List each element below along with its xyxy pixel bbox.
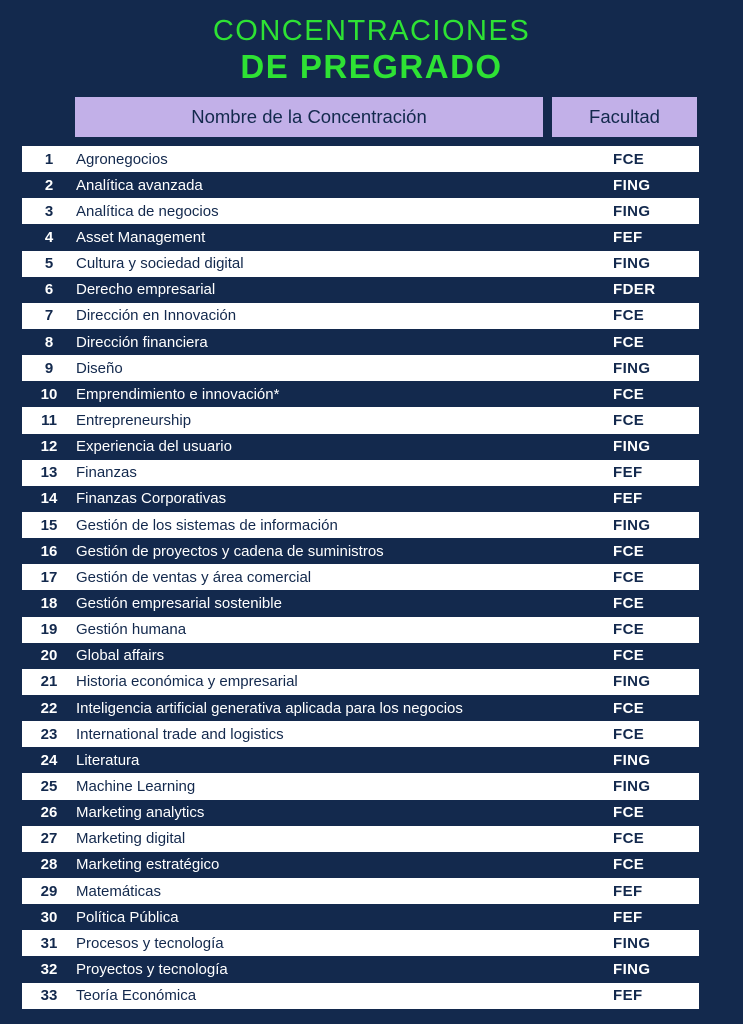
row-faculty: FEF bbox=[613, 908, 643, 926]
row-number: 27 bbox=[40, 830, 58, 848]
table-row bbox=[22, 930, 699, 956]
row-name: Analítica de negocios bbox=[76, 202, 219, 220]
row-number: 20 bbox=[40, 647, 58, 665]
page-title bbox=[0, 15, 743, 86]
table-row bbox=[22, 826, 699, 852]
row-faculty: FING bbox=[613, 673, 651, 691]
row-faculty: FEF bbox=[613, 882, 643, 900]
row-name: Derecho empresarial bbox=[76, 281, 216, 299]
row-faculty: FCE bbox=[613, 804, 645, 822]
row-faculty: FCE bbox=[613, 307, 645, 325]
row-number: 11 bbox=[41, 411, 57, 429]
row-name: Teoría Económica bbox=[76, 987, 197, 1005]
table-row bbox=[22, 381, 699, 407]
row-name: Marketing digital bbox=[76, 830, 186, 848]
row-faculty: FING bbox=[613, 960, 651, 978]
row-name: Procesos y tecnología bbox=[76, 934, 224, 952]
table-row bbox=[22, 146, 699, 172]
row-number: 17 bbox=[40, 568, 58, 586]
row-faculty: FCE bbox=[613, 830, 645, 848]
row-faculty: FCE bbox=[613, 699, 645, 717]
row-faculty: FDER bbox=[613, 281, 656, 299]
row-faculty: FING bbox=[613, 516, 651, 534]
row-number: 13 bbox=[40, 464, 58, 482]
row-number: 8 bbox=[44, 333, 54, 351]
row-number: 6 bbox=[44, 281, 54, 299]
row-name: Literatura bbox=[76, 751, 140, 769]
row-name: Política Pública bbox=[76, 908, 179, 926]
row-number: 14 bbox=[40, 490, 58, 508]
row-faculty: FING bbox=[613, 777, 651, 795]
row-number: 18 bbox=[40, 594, 58, 612]
row-number: 16 bbox=[40, 542, 58, 560]
row-faculty: FCE bbox=[613, 411, 645, 429]
row-name: Marketing analytics bbox=[76, 804, 205, 822]
row-name: Dirección en Innovación bbox=[76, 307, 237, 325]
row-name: Machine Learning bbox=[76, 777, 196, 795]
table-body bbox=[22, 146, 699, 1009]
row-name: International trade and logistics bbox=[76, 725, 284, 743]
table-row bbox=[22, 773, 699, 799]
row-number: 25 bbox=[40, 777, 58, 795]
row-number: 21 bbox=[40, 673, 58, 691]
table-row bbox=[22, 198, 699, 224]
column-header-concentration-name: Nombre de la Concentración bbox=[75, 97, 543, 137]
row-name: Global affairs bbox=[76, 647, 165, 665]
row-faculty: FING bbox=[613, 176, 651, 194]
row-name: Inteligencia artificial generativa aplicada para los negocios bbox=[76, 699, 463, 717]
table-row bbox=[22, 800, 699, 826]
row-faculty: FCE bbox=[613, 150, 645, 168]
row-faculty: FCE bbox=[613, 568, 645, 586]
row-number: 9 bbox=[44, 359, 54, 377]
table-row bbox=[22, 721, 699, 747]
row-name: Gestión de proyectos y cadena de suministros bbox=[76, 542, 384, 560]
column-header-faculty: Facultad bbox=[552, 97, 697, 137]
table-row bbox=[22, 303, 699, 329]
table-row bbox=[22, 956, 699, 982]
table-row bbox=[22, 251, 699, 277]
row-number: 28 bbox=[40, 856, 58, 874]
title-line-1: CONCENTRACIONES bbox=[212, 15, 531, 47]
row-name: Emprendimiento e innovación* bbox=[76, 385, 280, 403]
table-row bbox=[22, 643, 699, 669]
row-name: Diseño bbox=[76, 359, 123, 377]
row-name: Agronegocios bbox=[76, 150, 168, 168]
row-name: Entrepreneurship bbox=[76, 411, 192, 429]
row-faculty: FING bbox=[613, 255, 651, 273]
row-faculty: FCE bbox=[613, 647, 645, 665]
row-number: 30 bbox=[40, 908, 58, 926]
row-number: 24 bbox=[40, 751, 58, 769]
table-row bbox=[22, 277, 699, 303]
row-number: 12 bbox=[40, 438, 58, 456]
row-name: Gestión empresarial sostenible bbox=[76, 594, 282, 612]
row-faculty: FEF bbox=[613, 987, 643, 1005]
row-number: 1 bbox=[44, 150, 54, 168]
row-name: Gestión de los sistemas de información bbox=[76, 516, 338, 534]
table-row bbox=[22, 172, 699, 198]
row-number: 26 bbox=[40, 804, 58, 822]
row-faculty: FEF bbox=[613, 464, 643, 482]
row-number: 22 bbox=[40, 699, 58, 717]
row-faculty: FCE bbox=[613, 333, 645, 351]
row-faculty: FCE bbox=[613, 725, 645, 743]
table-row bbox=[22, 486, 699, 512]
table-row bbox=[22, 904, 699, 930]
table-row bbox=[22, 747, 699, 773]
row-name: Proyectos y tecnología bbox=[76, 960, 228, 978]
row-name: Historia económica y empresarial bbox=[76, 673, 298, 691]
table-row bbox=[22, 512, 699, 538]
row-faculty: FCE bbox=[613, 542, 645, 560]
row-number: 7 bbox=[44, 307, 54, 325]
row-faculty: FEF bbox=[613, 490, 643, 508]
row-number: 32 bbox=[40, 960, 58, 978]
table-header bbox=[75, 97, 697, 137]
row-number: 23 bbox=[40, 725, 58, 743]
row-number: 15 bbox=[40, 516, 58, 534]
title-line-2: DE PREGRADO bbox=[240, 48, 503, 86]
table-row bbox=[22, 617, 699, 643]
row-faculty: FCE bbox=[613, 856, 645, 874]
table-row bbox=[22, 329, 699, 355]
table-row bbox=[22, 878, 699, 904]
row-number: 33 bbox=[40, 987, 58, 1005]
row-name: Experiencia del usuario bbox=[76, 438, 232, 456]
table-row bbox=[22, 983, 699, 1009]
row-number: 5 bbox=[44, 255, 54, 273]
table-row bbox=[22, 852, 699, 878]
row-number: 10 bbox=[40, 385, 58, 403]
row-faculty: FING bbox=[613, 438, 651, 456]
row-number: 31 bbox=[40, 934, 58, 952]
row-number: 4 bbox=[44, 228, 54, 246]
table-row bbox=[22, 460, 699, 486]
row-name: Finanzas bbox=[76, 464, 137, 482]
table-row bbox=[22, 538, 699, 564]
row-number: 19 bbox=[40, 621, 58, 639]
table-row bbox=[22, 407, 699, 433]
table-row bbox=[22, 224, 699, 250]
row-faculty: FING bbox=[613, 202, 651, 220]
row-faculty: FING bbox=[613, 934, 651, 952]
row-name: Gestión de ventas y área comercial bbox=[76, 568, 312, 586]
row-number: 2 bbox=[44, 176, 54, 194]
row-number: 3 bbox=[44, 202, 54, 220]
row-faculty: FING bbox=[613, 359, 651, 377]
row-faculty: FCE bbox=[613, 594, 645, 612]
row-name: Dirección financiera bbox=[76, 333, 208, 351]
row-name: Marketing estratégico bbox=[76, 856, 220, 874]
row-name: Finanzas Corporativas bbox=[76, 490, 227, 508]
table-row bbox=[22, 695, 699, 721]
table-row bbox=[22, 564, 699, 590]
table-row bbox=[22, 590, 699, 616]
row-name: Asset Management bbox=[76, 228, 206, 246]
row-name: Analítica avanzada bbox=[76, 176, 203, 194]
row-faculty: FCE bbox=[613, 385, 645, 403]
table-row bbox=[22, 355, 699, 381]
row-name: Gestión humana bbox=[76, 621, 187, 639]
row-faculty: FCE bbox=[613, 621, 645, 639]
row-name: Cultura y sociedad digital bbox=[76, 255, 244, 273]
table-row bbox=[22, 434, 699, 460]
table-row bbox=[22, 669, 699, 695]
row-faculty: FEF bbox=[613, 228, 643, 246]
row-name: Matemáticas bbox=[76, 882, 162, 900]
row-number: 29 bbox=[40, 882, 58, 900]
row-faculty: FING bbox=[613, 751, 651, 769]
